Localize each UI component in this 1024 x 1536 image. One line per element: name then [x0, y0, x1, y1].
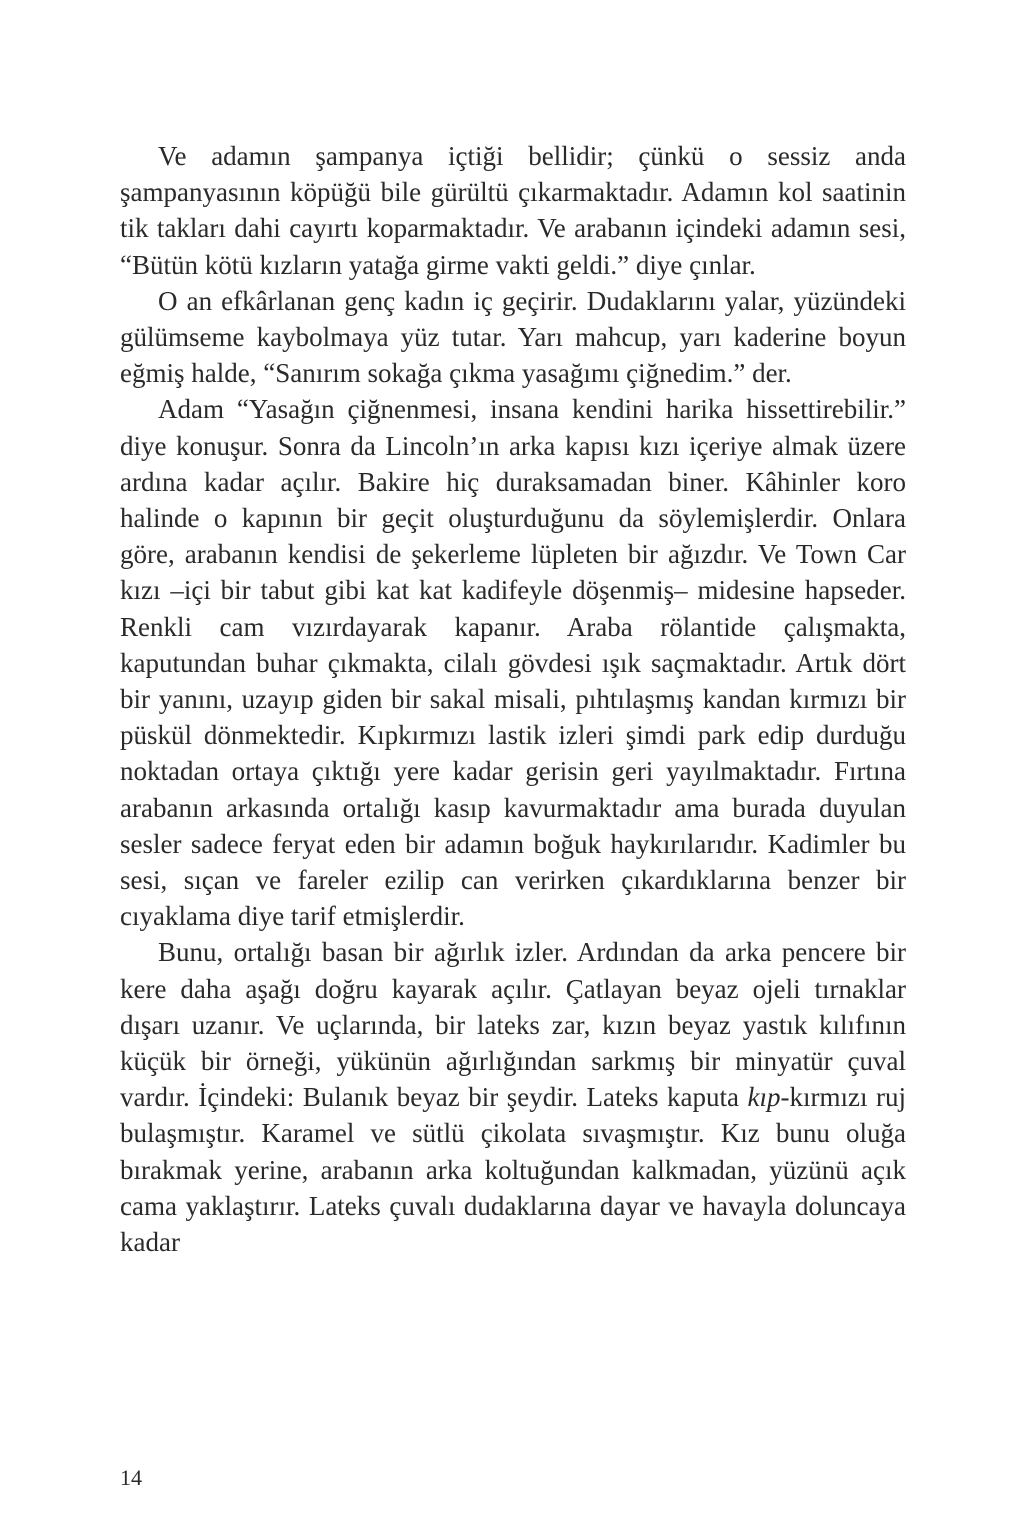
paragraph: [120, 934, 906, 1260]
paragraph-text: -kırmızı ruj bulaşmıştır. Karamel ve sütlü çikolata sıvaşmıştır. Kız bunu oluğa bırakmak yerine, arabanın arka koltuğundan kalkmadan, yüzünü açık cama yaklaştırır. Lateks çuvalı dudaklarına dayar ve havayla doluncaya kadar: [120, 1082, 906, 1258]
page-number: 14: [120, 1465, 142, 1490]
italic-word: kıp: [747, 1082, 781, 1113]
paragraph-text: Bunu, ortalığı basan bir ağırlık izler. Ardından da arka pencere bir kere daha aşağı doğru kayarak açılır. Çatlayan beyaz ojeli tırnaklar dışarı uzanır. Ve uçlarında, bir lateks zar, kızın beyaz yastık kılıfının küçük bir örneği, yükünün ağırlığından sarkmış bir minyatür çuval vardır. İçindeki: Bulanık beyaz bir şeydir. Lateks kaputa: [120, 937, 906, 1113]
paragraph: Ve adamın şampanya içtiği bellidir; çünkü o sessiz anda şampanyasının köpüğü bile gürültü çıkarmaktadır. Adamın kol saatinin tik takları dahi cayırtı koparmaktadır. Ve arabanın içindeki adamın sesi, “Bütün kötü kızların yatağa girme vakti geldi.” diye çınlar.: [120, 141, 906, 280]
paragraph: O an efkârlanan genç kadın iç geçirir. Dudaklarını yalar, yüzündeki gülümseme kaybolmaya yüz tutar. Yarı mahcup, yarı kaderine boyun eğmiş halde, “Sanırım sokağa çıkma yasağımı çiğnedim.” der.: [120, 285, 906, 389]
page-body: [120, 138, 906, 1260]
paragraph: Adam “Yasağın çiğnenmesi, insana kendini harika hissettirebilir.” diye konuşur. Sonra da Lincoln’ın arka kapısı kızı içeriye almak üzere ardına kadar açılır. Bakire hiç duraksamadan biner. Kâhinler koro halinde o kapının bir geçit oluşturduğunu da söylemişlerdir. Onlara göre, arabanın kendisi de şekerleme lüpleten bir ağızdır. Ve Town Car kızı –içi bir tabut gibi kat kat kadifeyle döşenmiş– midesine hapseder. Renkli cam vızırdayarak kapanır. Araba rölantide çalışmakta, kaputundan buhar çıkmakta, cilalı gövdesi ışık saçmaktadır. Artık dört bir yanını, uzayıp giden bir sakal misali, pıhtılaşmış kandan kırmızı bir püskül dönmektedir. Kıpkırmızı lastik izleri şimdi park edip durduğu noktadan ortaya çıktığı yere kadar gerisin geri yayılmaktadır. Fırtına arabanın arkasında ortalığı kasıp kavurmaktadır ama burada duyulan sesler sadece feryat eden bir adamın boğuk haykırılarıdır. Kadimler bu sesi, sıçan ve fareler ezilip can verirken çıkardıklarına benzer bir cıyaklama diye tarif etmişlerdir.: [120, 394, 906, 932]
